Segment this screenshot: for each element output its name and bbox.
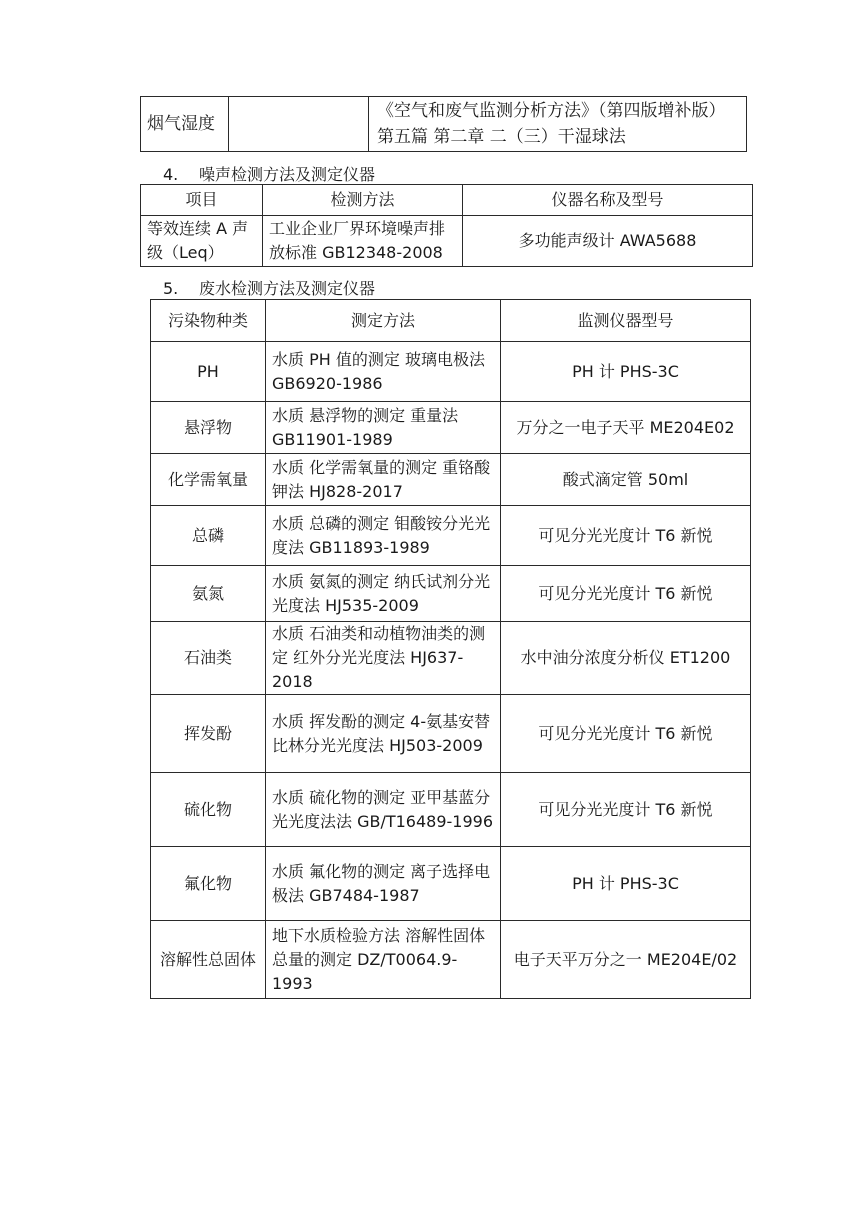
section4-heading [163,164,375,186]
table-row [151,622,751,695]
ww-method-cell: 水质 化学需氧量的测定 重铬酸钾法 HJ828-2017 [266,454,501,506]
section5-number: 5. [163,279,179,298]
table-row [151,506,751,566]
ww-instrument-cell: PH 计 PHS-3C [501,342,751,402]
table-header-row [151,300,751,342]
ww-method-cell: 水质 总磷的测定 钼酸铵分光光度法 GB11893-1989 [266,506,501,566]
noise-instrument-cell: 多功能声级计 AWA5688 [463,216,753,267]
table-row [151,566,751,622]
ww-method-cell: 水质 氟化物的测定 离子选择电极法 GB7484-1987 [266,847,501,921]
ww-method-cell: 水质 PH 值的测定 玻璃电极法 GB6920-1986 [266,342,501,402]
ww-header-pollutant: 污染物种类 [151,300,266,342]
table-row [151,921,751,999]
ww-pollutant-cell: 氨氮 [151,566,266,622]
noise-header-instrument: 仪器名称及型号 [463,185,753,216]
ww-instrument-cell: PH 计 PHS-3C [501,847,751,921]
ww-instrument-cell: 可见分光光度计 T6 新悦 [501,506,751,566]
ww-pollutant-cell: 化学需氧量 [151,454,266,506]
ww-pollutant-cell: 氟化物 [151,847,266,921]
ww-instrument-cell: 可见分光光度计 T6 新悦 [501,695,751,773]
ww-method-cell: 水质 硫化物的测定 亚甲基蓝分光光度法法 GB/T16489-1996 [266,773,501,847]
section5-title: 废水检测方法及测定仪器 [199,279,376,298]
table-row [151,773,751,847]
section4-title: 噪声检测方法及测定仪器 [199,165,376,184]
ww-instrument-cell: 水中油分浓度分析仪 ET1200 [501,622,751,695]
ww-instrument-cell: 可见分光光度计 T6 新悦 [501,566,751,622]
table-row [151,402,751,454]
ww-instrument-cell: 万分之一电子天平 ME204E02 [501,402,751,454]
ww-method-cell: 水质 悬浮物的测定 重量法 GB11901-1989 [266,402,501,454]
ww-pollutant-cell: 总磷 [151,506,266,566]
noise-method-cell: 工业企业厂界环境噪声排放标准 GB12348-2008 [263,216,463,267]
ww-header-method: 测定方法 [266,300,501,342]
wastewater-table [150,299,751,999]
table-row [151,847,751,921]
ww-method-cell: 水质 石油类和动植物油类的测定 红外分光光度法 HJ637-2018 [266,622,501,695]
noise-header-item: 项目 [141,185,263,216]
ww-method-cell: 水质 挥发酚的测定 4-氨基安替比林分光光度法 HJ503-2009 [266,695,501,773]
section4-number: 4. [163,165,179,184]
table-row [151,454,751,506]
ww-instrument-cell: 酸式滴定管 50ml [501,454,751,506]
ww-header-instrument: 监测仪器型号 [501,300,751,342]
ww-pollutant-cell: 溶解性总固体 [151,921,266,999]
ww-pollutant-cell: 石油类 [151,622,266,695]
table-header-row [141,185,753,216]
table-row [141,97,747,152]
noise-header-method: 检测方法 [263,185,463,216]
table-row [151,695,751,773]
ww-instrument-cell: 电子天平万分之一 ME204E/02 [501,921,751,999]
noise-table [140,184,753,267]
ww-pollutant-cell: 挥发酚 [151,695,266,773]
section5-heading [163,278,375,300]
flue-method-cell [229,97,369,152]
table-row [141,216,753,267]
ww-pollutant-cell: 硫化物 [151,773,266,847]
table-row [151,342,751,402]
flue-gas-table [140,96,747,152]
ww-pollutant-cell: 悬浮物 [151,402,266,454]
ww-method-cell: 水质 氨氮的测定 纳氏试剂分光光度法 HJ535-2009 [266,566,501,622]
ww-instrument-cell: 可见分光光度计 T6 新悦 [501,773,751,847]
flue-standard-cell: 《空气和废气监测分析方法》（第四版增补版）第五篇 第二章 二（三）干湿球法 [369,97,747,152]
ww-method-cell: 地下水质检验方法 溶解性固体总量的测定 DZ/T0064.9-1993 [266,921,501,999]
noise-item-cell: 等效连续 A 声级（Leq） [141,216,263,267]
flue-item-cell: 烟气湿度 [141,97,229,152]
ww-pollutant-cell: PH [151,342,266,402]
